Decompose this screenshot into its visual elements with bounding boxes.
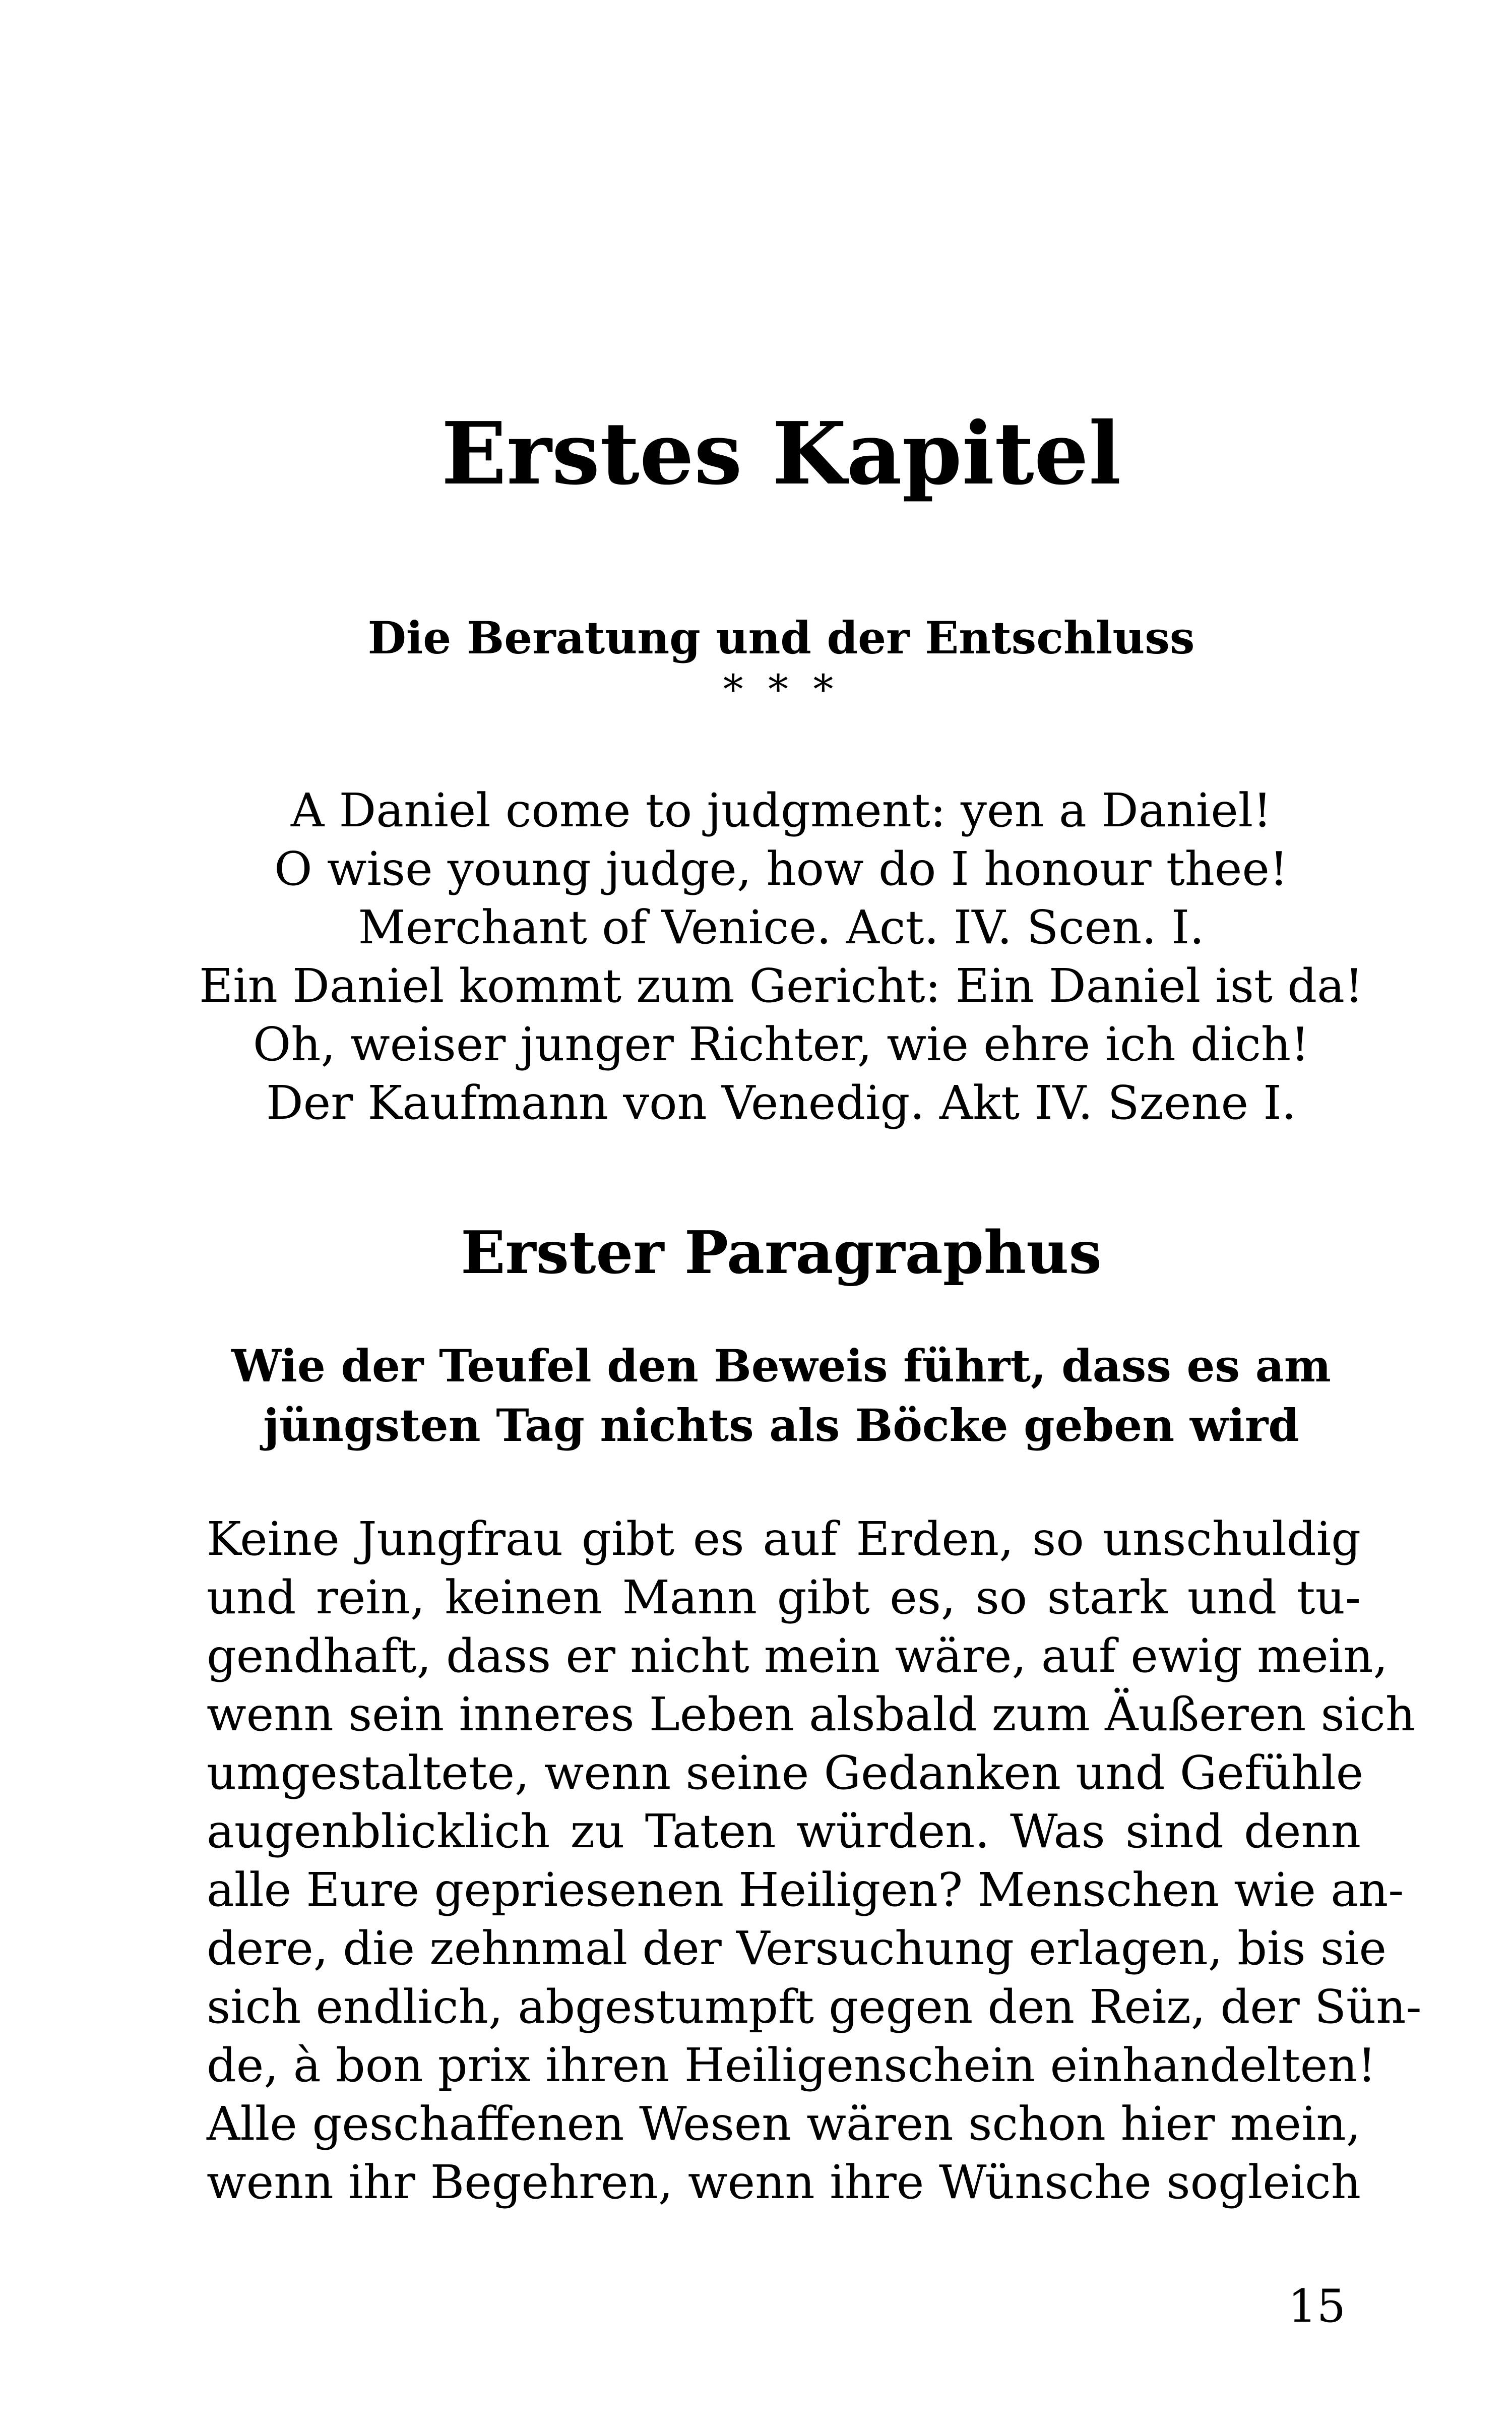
chapter-title: Erstes Kapitel [441, 403, 1121, 504]
epigraph [0, 781, 1512, 1132]
epigraph-line: Der Kaufmann von Venedig. Akt IV. Szene I. [266, 1076, 1296, 1130]
body-line: gendhaft, dass er nicht mein wäre, auf ewig mein, [207, 1629, 1388, 1683]
body-line: augenblicklich zu Taten würden. Was sind denn [207, 1804, 1361, 1858]
body-paragraph [207, 1510, 1422, 2212]
body-line: wenn sein inneres Leben alsbald zum Äußeren sich [207, 1687, 1416, 1741]
body-line: de, à bon prix ihren Heiligenschein einhandelten! [207, 2038, 1376, 2092]
epigraph-line: Oh, weiser junger Richter, wie ehre ich dich! [253, 1017, 1310, 1071]
page-number: 15 [1288, 2280, 1346, 2333]
section-subtitle-line: jüngsten Tag nichts als Böcke geben wird [263, 1399, 1299, 1451]
epigraph-line: A Daniel come to judgment: yen a Daniel! [290, 783, 1272, 837]
section-subtitle [202, 1336, 1361, 1455]
epigraph-line: Merchant of Venice. Act. IV. Scen. I. [358, 900, 1205, 954]
body-line: und rein, keinen Mann gibt es, so stark und tu- [207, 1570, 1361, 1624]
body-line: alle Eure gepriesenen Heiligen? Menschen wie an- [207, 1863, 1404, 1917]
body-line: Keine Jungfrau gibt es auf Erden, so unschuldig [207, 1512, 1361, 1566]
body-line: umgestaltete, wenn seine Gedanken und Gefühle [207, 1746, 1364, 1800]
chapter-subtitle: Die Beratung und der Entschluss [367, 612, 1195, 664]
body-line: sich endlich, abgestumpft gegen den Reiz, der Sün- [207, 1980, 1422, 2034]
body-line: dere, die zehnmal der Versuchung erlagen, bis sie [207, 1921, 1387, 1975]
section-separator: * * * [723, 666, 840, 713]
section-title: Erster Paragraphus [461, 1219, 1102, 1287]
epigraph-line: Ein Daniel kommt zum Gericht: Ein Daniel ist da! [199, 959, 1363, 1013]
body-line: wenn ihr Begehren, wenn ihre Wünsche sogleich [207, 2155, 1361, 2209]
epigraph-line: O wise young judge, how do I honour thee! [274, 842, 1288, 896]
section-subtitle-line: Wie der Teufel den Beweis führt, dass es am [231, 1340, 1331, 1392]
body-line: Alle geschaffenen Wesen wären schon hier mein, [207, 2097, 1361, 2151]
